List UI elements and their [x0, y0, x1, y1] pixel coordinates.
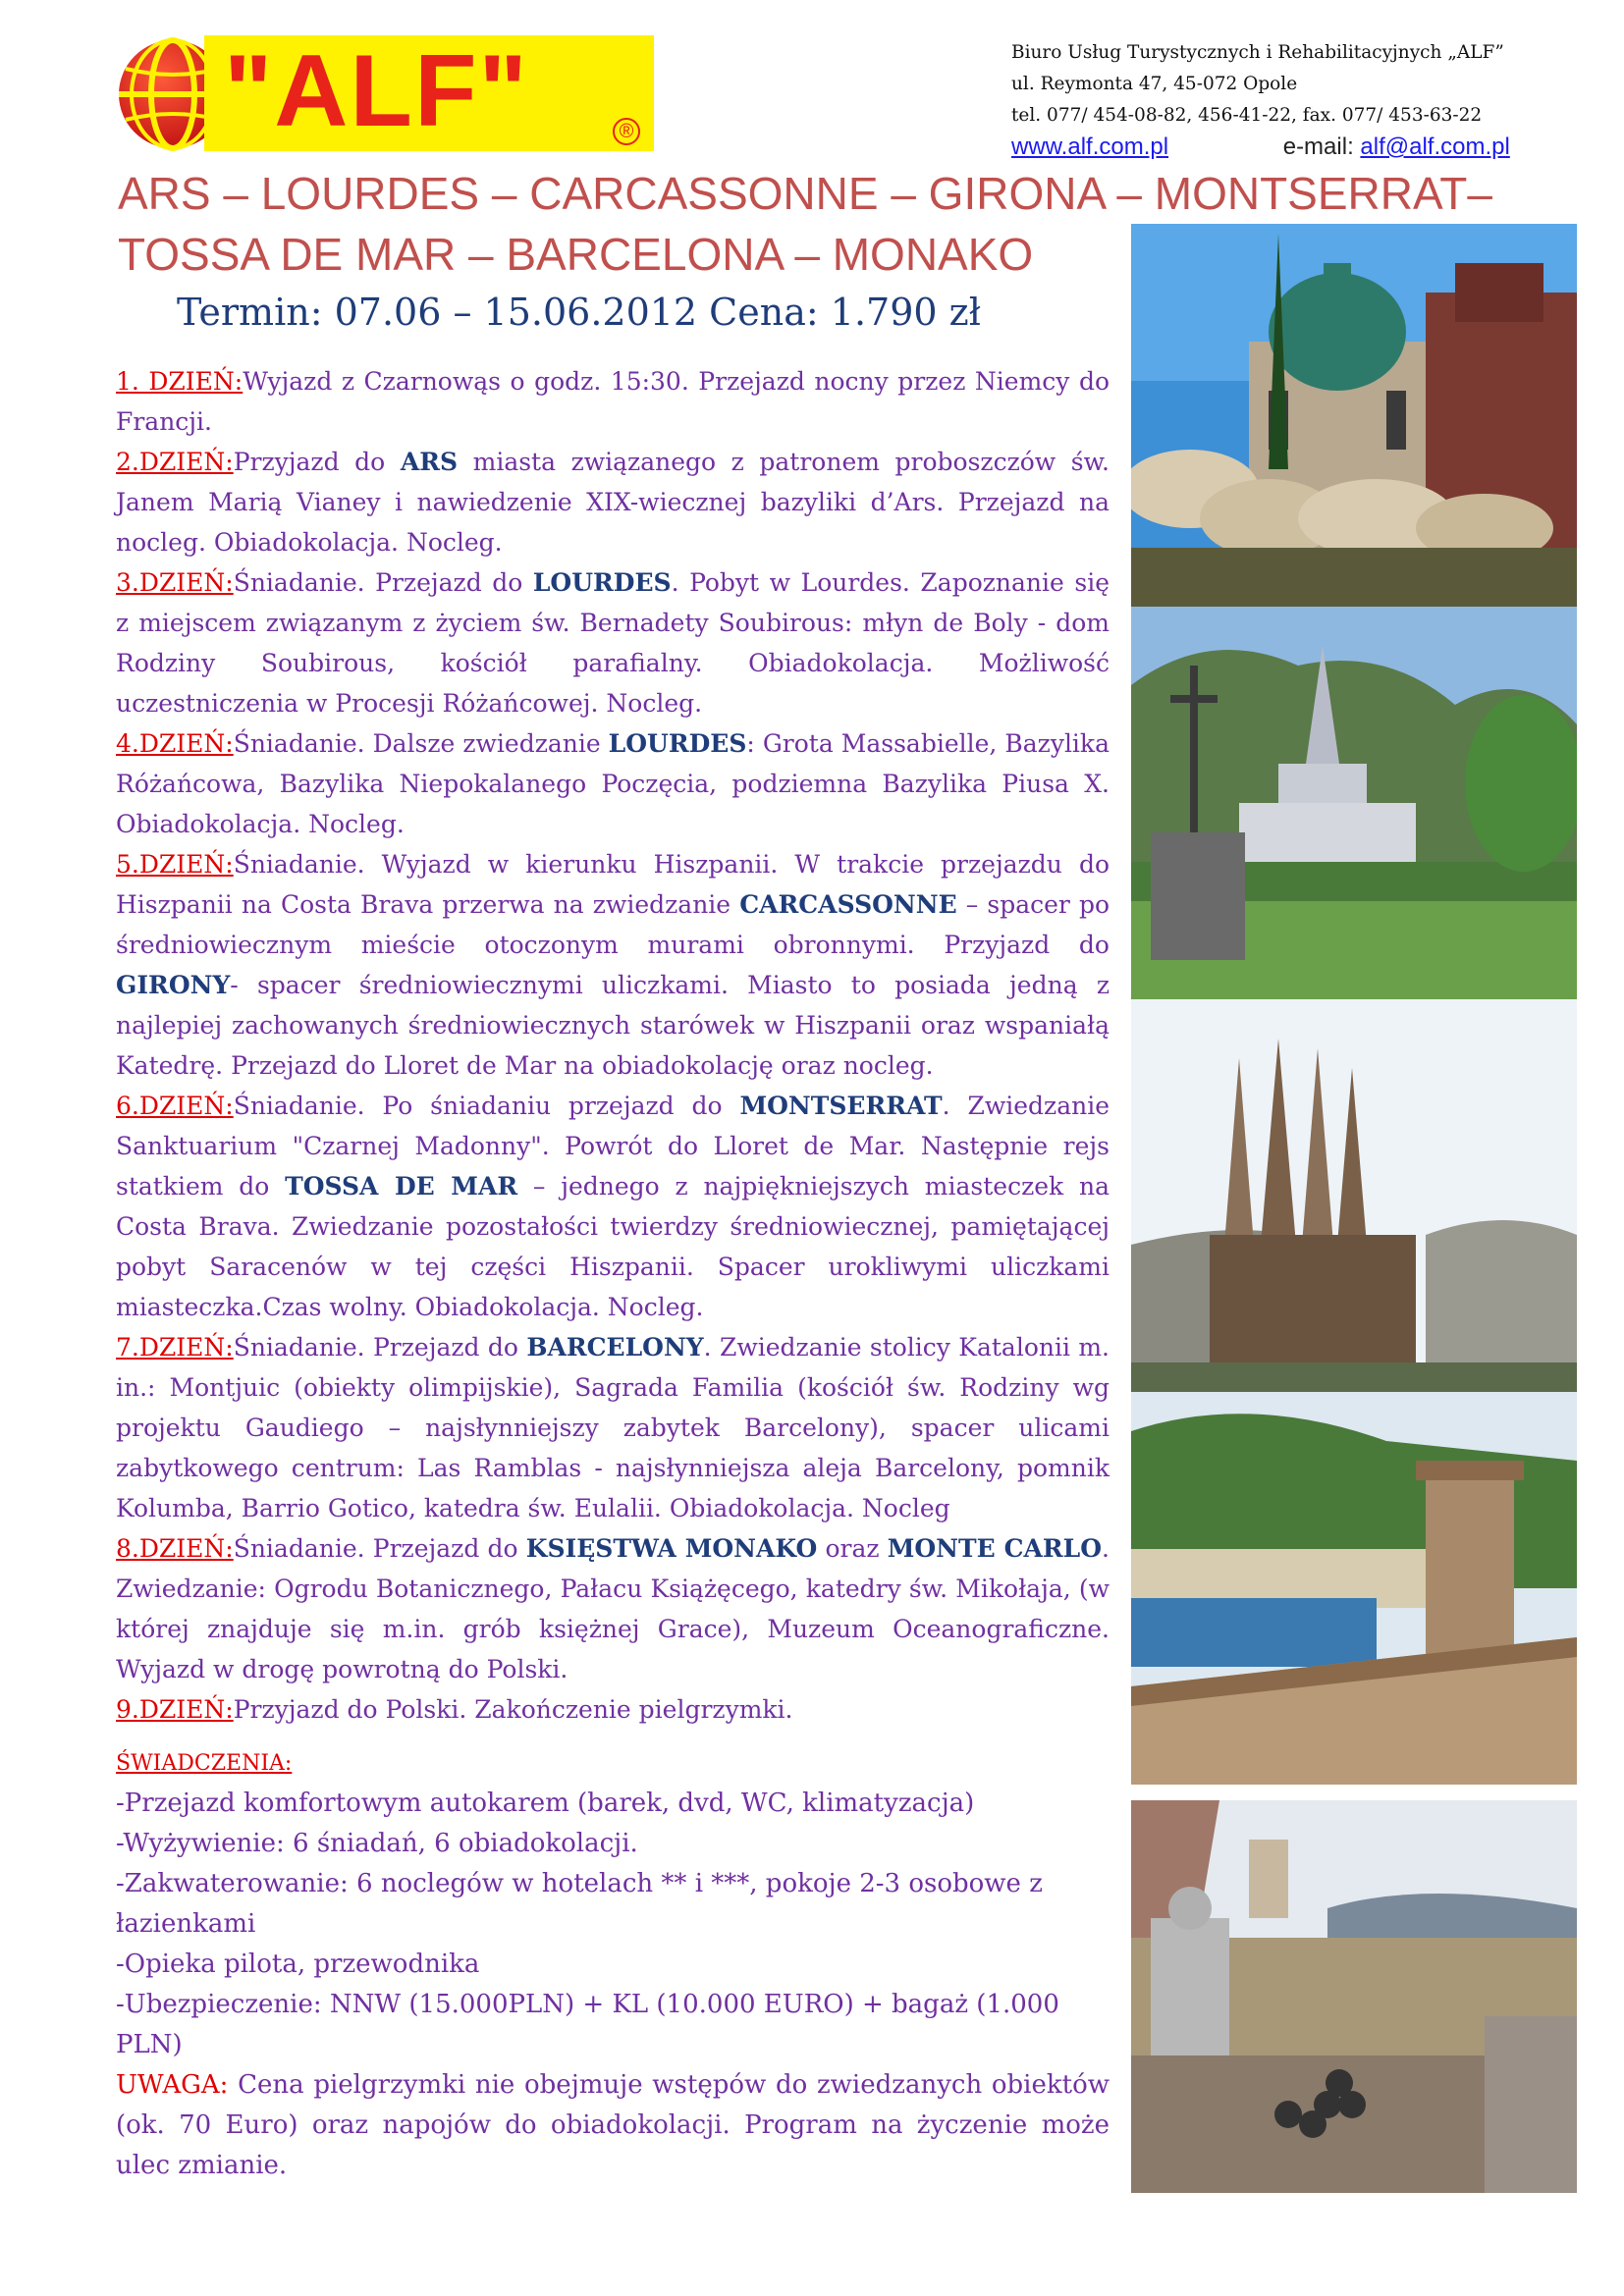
trip-title-line1: ARS – LOURDES – CARCASSONNE – GIRONA – MONTSERRAT–: [118, 168, 1492, 219]
day-text: Śniadanie. Dalsze zwiedzanie: [233, 729, 609, 758]
benefits-list: [116, 1784, 1110, 2065]
day-8-paragraph: [116, 1528, 1110, 1689]
day-label: 3.DZIEŃ:: [116, 568, 234, 597]
day-text: Śniadanie. Po śniadaniu przejazd do: [233, 1092, 740, 1120]
place-name: MONTSERRAT: [739, 1092, 943, 1120]
benefit-item: -Ubezpieczenie: NNW (15.000PLN) + KL (10.000 EURO) + bagaż (1.000 PLN): [116, 1990, 1059, 2059]
day-label: 1. DZIEŃ:: [116, 367, 244, 396]
day-text: . Pobyt w Lourdes. Zapoznanie się z miejscem związanym z życiem św. Bernadety Soubirous: młyn de Boly - dom Rodziny Soubirous, kościół parafialny. Obiadokolacja. Możliwość uczestniczenia w Procesji Różańcowej. Nocleg.: [116, 568, 1110, 718]
day-text: – spacer po średniowiecznym mieście otoczonym murami obronnymi. Przyjazd do: [116, 890, 1110, 959]
day-label: 5.DZIEŃ:: [116, 850, 234, 879]
day-text: – jednego z najpiękniejszych miasteczek na Costa Brava. Zwiedzanie pozostałości twierdzy średniowiecznej, pamiętającej pobyt Saracenów w tej części Hiszpanii. Spacer urokliwymi uliczkami miasteczka.Czas wolny. Obiadokolacja. Nocleg.: [116, 1172, 1110, 1321]
company-info: [1011, 37, 1600, 163]
day-text: oraz: [817, 1534, 888, 1563]
day-3-paragraph: [116, 562, 1110, 723]
day-1-paragraph: [116, 361, 1110, 442]
email-link[interactable]: alf@alf.com.pl: [1360, 133, 1510, 160]
day-text: Przyjazd do Polski. Zakończenie pielgrzymki.: [233, 1695, 793, 1724]
benefits-note: [116, 2065, 1110, 2186]
photo-tossa-de-mar: [1131, 1392, 1577, 1785]
day-7-paragraph: [116, 1327, 1110, 1528]
photo-sagrada-familia: [1131, 999, 1577, 1392]
day-text: Wyjazd z Czarnowąs o godz. 15:30. Przejazd nocny przez Niemcy do Francji.: [116, 367, 1110, 436]
day-label: 2.DZIEŃ:: [116, 448, 234, 476]
benefits-section: [116, 1743, 1110, 2186]
place-name: LOURDES: [532, 568, 672, 597]
day-label: 7.DZIEŃ:: [116, 1333, 234, 1362]
place-name: MONTE CARLO: [887, 1534, 1103, 1563]
place-name: GIRONY: [116, 971, 231, 999]
benefit-item: -Wyżywienie: 6 śniadań, 6 obiadokolacji.: [116, 1829, 638, 1858]
benefits-heading: ŚWIADCZENIA:: [116, 1751, 293, 1776]
day-text: Przyjazd do: [233, 448, 401, 476]
day-9-paragraph: [116, 1689, 1110, 1730]
day-label: 9.DZIEŃ:: [116, 1695, 234, 1724]
logo-text: "ALF": [224, 34, 529, 148]
day-label: 8.DZIEŃ:: [116, 1534, 234, 1563]
place-name: BARCELONY: [526, 1333, 704, 1362]
email-label: e-mail:: [1282, 133, 1361, 160]
day-text: . Zwiedzanie stolicy Katalonii m. in.: Montjuic (obiekty olimpijskie), Sagrada Familia (kościół św. Rodziny wg projektu Gaudiego – najsłynniejszy zabytek Barcelony), spacer ulicami zabytkowego centrum: Las Ramblas - najsłynniejsza aleja Barcelony, pomnik Kolumba, Barrio Gotico, katedra św. Eulalii. Obiadokolacja. Nocleg: [116, 1333, 1110, 1522]
benefit-item: -Zakwaterowanie: 6 noclegów w hotelach ** i ***, pokoje 2-3 osobowe z łazienkami: [116, 1869, 1043, 1939]
day-text: miasta związanego z patronem proboszczów św. Janem Marią Vianey i nawiedzenie XIX-wiecznej bazyliki d’Ars. Przejazd na nocleg. Obiadokolacja. Nocleg.: [116, 448, 1110, 557]
day-text: Śniadanie. Przejazd do: [233, 568, 533, 597]
company-phone: tel. 077/ 454-08-82, 456-41-22, fax. 077/ 453-63-22: [1011, 105, 1483, 126]
place-name: TOSSA DE MAR: [285, 1172, 518, 1201]
term-and-price: Termin: 07.06 – 15.06.2012 Cena: 1.790 zł: [177, 291, 981, 334]
benefit-item: -Przejazd komfortowym autokarem (barek, dvd, WC, klimatyzacja): [116, 1789, 975, 1818]
place-name: ARS: [400, 448, 459, 476]
day-text: Śniadanie. Przejazd do: [233, 1333, 527, 1362]
day-label: 4.DZIEŃ:: [116, 729, 234, 758]
day-4-paragraph: [116, 723, 1110, 844]
place-name: LOURDES: [608, 729, 747, 758]
day-text: Śniadanie. Wyjazd w kierunku Hiszpanii. W trakcie przejazdu do Hiszpanii na Costa Brava przerwa na zwiedzanie: [116, 850, 1110, 919]
company-name: Biuro Usług Turystycznych i Rehabilitacyjnych „ALF”: [1011, 42, 1504, 63]
note-label: UWAGA:: [116, 2070, 229, 2100]
photo-lourdes-sanctuary: [1131, 607, 1577, 999]
day-5-paragraph: [116, 844, 1110, 1086]
place-name: KSIĘSTWA MONAKO: [525, 1534, 818, 1563]
day-label: 6.DZIEŃ:: [116, 1092, 234, 1120]
company-links: [1011, 132, 1600, 163]
registered-mark: ®: [613, 118, 640, 145]
day-text: Śniadanie. Przejazd do: [233, 1534, 526, 1563]
day-text: : Grota Massabielle, Bazylika Różańcowa, Bazylika Niepokalanego Poczęcia, podziemna Bazylika Piusa X. Obiadokolacja. Nocleg.: [116, 729, 1110, 838]
alf-logo: [116, 35, 654, 151]
photo-monaco: [1131, 1800, 1577, 2193]
benefit-item: -Opieka pilota, przewodnika: [116, 1949, 480, 1979]
note-text: Cena pielgrzymki nie obejmuje wstępów do zwiedzanych obiektów (ok. 70 Euro) oraz napojów do obiadokolacji. Program na życzenie może ulec zmianie.: [116, 2070, 1110, 2180]
photo-ars-basilica: [1131, 224, 1577, 607]
website-link[interactable]: www.alf.com.pl: [1011, 133, 1169, 160]
day-6-paragraph: [116, 1086, 1110, 1327]
trip-title-line2: TOSSA DE MAR – BARCELONA – MONAKO: [118, 229, 1034, 280]
day-text: . Zwiedzanie: Ogrodu Botanicznego, Pałacu Książęcego, katedry św. Mikołaja, (w której znajduje się m.in. grób księżnej Grace), Muzeum Oceanograficzne. Wyjazd w drogę powrotną do Polski.: [116, 1534, 1110, 1683]
day-2-paragraph: [116, 442, 1110, 562]
day-text: - spacer średniowiecznymi uliczkami. Miasto to posiada jedną z najlepiej zachowanych średniowiecznych starówek w Hiszpanii oraz wspaniałą Katedrę. Przejazd do Lloret de Mar na obiadokolację oraz nocleg.: [116, 971, 1110, 1080]
day-program: [116, 361, 1110, 1730]
place-name: CARCASSONNE: [739, 890, 957, 919]
company-address: ul. Reymonta 47, 45-072 Opole: [1011, 74, 1298, 94]
day-text: . Zwiedzanie Sanktuarium "Czarnej Madonny". Powrót do Lloret de Mar. Następnie rejs statkiem do: [116, 1092, 1110, 1201]
